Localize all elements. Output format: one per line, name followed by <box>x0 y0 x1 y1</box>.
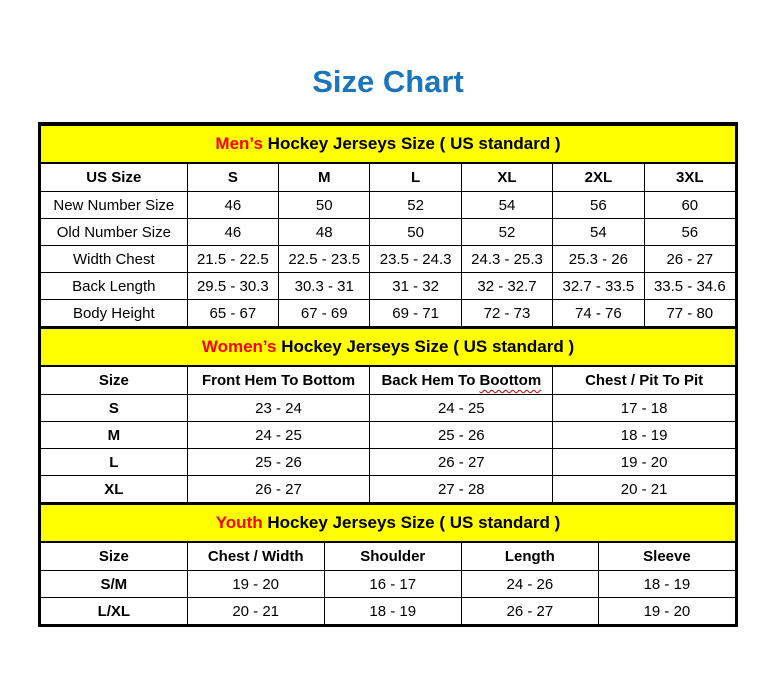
column-header: Chest / Width <box>187 542 324 571</box>
size-value: 18 - 19 <box>553 422 736 449</box>
size-value: 25.3 - 26 <box>553 246 644 273</box>
size-value: 52 <box>370 192 461 219</box>
size-value: 18 - 19 <box>324 598 461 625</box>
column-header: Length <box>461 542 598 571</box>
size-value: 32 - 32.7 <box>461 273 552 300</box>
size-value: 32.7 - 33.5 <box>553 273 644 300</box>
size-value: 46 <box>187 192 278 219</box>
size-value: 60 <box>644 192 735 219</box>
section-title-text: Hockey Jerseys Size ( US standard ) <box>276 337 575 356</box>
column-header: 3XL <box>644 163 735 192</box>
size-value: 54 <box>461 192 552 219</box>
size-value: 27 - 28 <box>370 476 553 503</box>
misspelled-word: Boottom <box>479 372 542 389</box>
size-value: 50 <box>370 219 461 246</box>
size-value: 24 - 25 <box>370 395 553 422</box>
row-label: XL <box>41 476 188 503</box>
column-header: 2XL <box>553 163 644 192</box>
size-value: 30.3 - 31 <box>279 273 370 300</box>
size-value: 52 <box>461 219 552 246</box>
column-header: L <box>370 163 461 192</box>
size-value: 26 - 27 <box>461 598 598 625</box>
column-header: Sleeve <box>598 542 735 571</box>
size-value: 46 <box>187 219 278 246</box>
size-value: 50 <box>279 192 370 219</box>
row-label: L <box>41 449 188 476</box>
section-title-highlight: Youth <box>215 513 263 532</box>
size-value: 17 - 18 <box>553 395 736 422</box>
size-value: 65 - 67 <box>187 300 278 327</box>
column-header: Shoulder <box>324 542 461 571</box>
size-value: 69 - 71 <box>370 300 461 327</box>
size-value: 20 - 21 <box>187 598 324 625</box>
section-title-text: Hockey Jerseys Size ( US standard ) <box>262 513 561 532</box>
row-label: M <box>41 422 188 449</box>
size-value: 19 - 20 <box>187 571 324 598</box>
size-value: 56 <box>644 219 735 246</box>
column-header: US Size <box>41 163 188 192</box>
page-title: Size Chart <box>312 64 464 99</box>
youth-size-table <box>40 503 736 625</box>
column-header: Front Hem To Bottom <box>187 366 370 395</box>
size-value: 29.5 - 30.3 <box>187 273 278 300</box>
section-title-highlight: Men’s <box>215 134 263 153</box>
size-value: 67 - 69 <box>279 300 370 327</box>
row-label: S/M <box>41 571 188 598</box>
size-chart <box>38 122 738 627</box>
size-value: 24 - 25 <box>187 422 370 449</box>
size-value: 56 <box>553 192 644 219</box>
column-header: M <box>279 163 370 192</box>
row-label: Old Number Size <box>41 219 188 246</box>
size-value: 16 - 17 <box>324 571 461 598</box>
section-title <box>41 504 736 542</box>
column-header: Size <box>41 542 188 571</box>
size-value: 23.5 - 24.3 <box>370 246 461 273</box>
size-value: 54 <box>553 219 644 246</box>
size-value: 72 - 73 <box>461 300 552 327</box>
row-label: S <box>41 395 188 422</box>
size-value: 33.5 - 34.6 <box>644 273 735 300</box>
size-value: 24 - 26 <box>461 571 598 598</box>
size-value: 20 - 21 <box>553 476 736 503</box>
section-title-highlight: Women’s <box>201 337 277 356</box>
row-label: Body Height <box>41 300 188 327</box>
size-value: 74 - 76 <box>553 300 644 327</box>
size-value: 48 <box>279 219 370 246</box>
size-value: 26 - 27 <box>644 246 735 273</box>
size-value: 22.5 - 23.5 <box>279 246 370 273</box>
row-label: L/XL <box>41 598 188 625</box>
column-header: Chest / Pit To Pit <box>553 366 736 395</box>
column-header: Size <box>41 366 188 395</box>
section-title-text: Hockey Jerseys Size ( US standard ) <box>262 134 561 153</box>
column-header: S <box>187 163 278 192</box>
size-value: 21.5 - 22.5 <box>187 246 278 273</box>
section-title <box>41 125 736 163</box>
row-label: Back Length <box>41 273 188 300</box>
size-value: 19 - 20 <box>598 598 735 625</box>
column-header: Back Hem To Boottom <box>370 366 553 395</box>
size-value: 25 - 26 <box>187 449 370 476</box>
row-label: Width Chest <box>41 246 188 273</box>
size-value: 31 - 32 <box>370 273 461 300</box>
size-value: 18 - 19 <box>598 571 735 598</box>
size-value: 24.3 - 25.3 <box>461 246 552 273</box>
size-value: 25 - 26 <box>370 422 553 449</box>
size-value: 26 - 27 <box>187 476 370 503</box>
womens-size-table <box>40 327 736 503</box>
size-value: 23 - 24 <box>187 395 370 422</box>
column-header: XL <box>461 163 552 192</box>
size-value: 26 - 27 <box>370 449 553 476</box>
section-title <box>41 328 736 366</box>
row-label: New Number Size <box>41 192 188 219</box>
size-value: 19 - 20 <box>553 449 736 476</box>
mens-size-table <box>40 124 736 327</box>
size-value: 77 - 80 <box>644 300 735 327</box>
